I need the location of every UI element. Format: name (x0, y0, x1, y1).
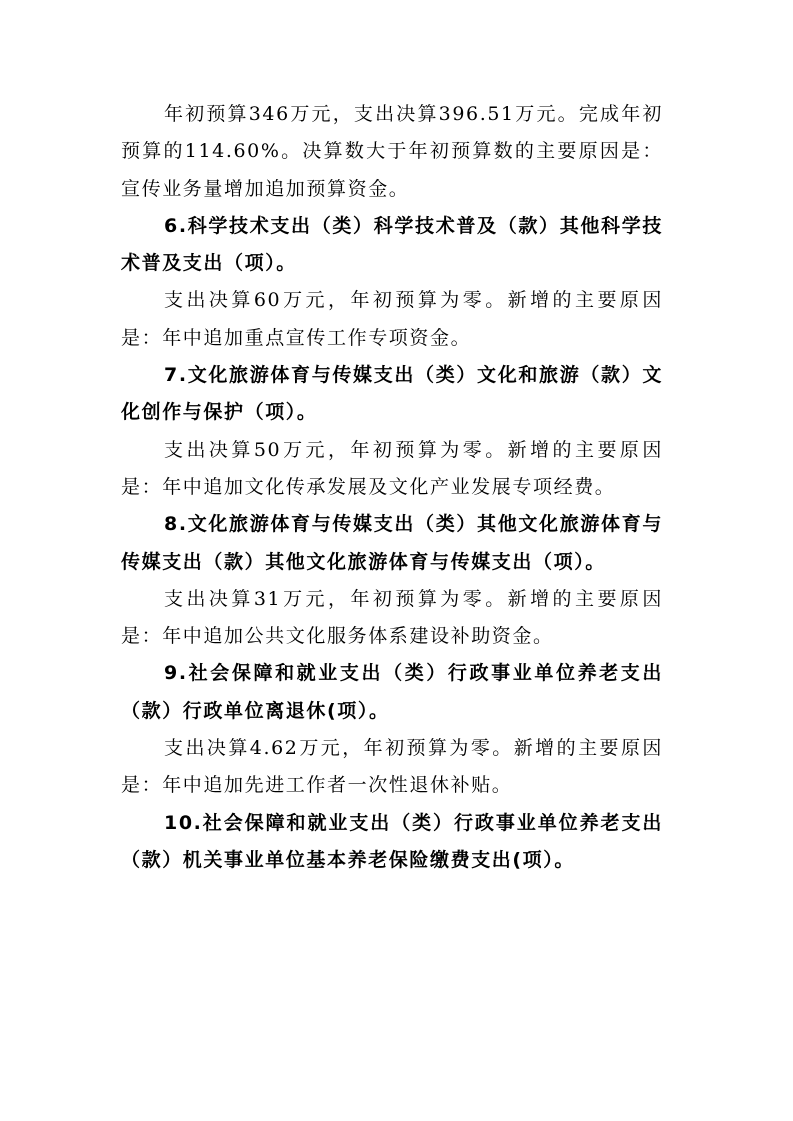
body-paragraph-budget-summary: 年初预算346万元，支出决算396.51万元。完成年初预算的114.60%。决算数大于年初预算数的主要原因是：宣传业务量增加追加预算资金。 (121, 103, 663, 200)
heading-item-9: 9.社会保障和就业支出（类）行政事业单位养老支出（款）行政单位离退休(项）。 (121, 662, 663, 722)
heading-item-10: 10.社会保障和就业支出（类）行政事业单位养老支出（款）机关事业单位基本养老保险缴费支出(项）。 (121, 811, 663, 871)
body-paragraph-item-7: 支出决算50万元，年初预算为零。新增的主要原因是：年中追加文化传承发展及文化产业发展专项经费。 (121, 438, 663, 498)
body-paragraph-item-8: 支出决算31万元，年初预算为零。新增的主要原因是：年中追加公共文化服务体系建设补助资金。 (121, 587, 663, 648)
heading-item-8: 8.文化旅游体育与传媒支出（类）其他文化旅游体育与传媒支出（款）其他文化旅游体育与传媒支出（项）。 (121, 513, 663, 573)
heading-item-7: 7.文化旅游体育与传媒支出（类）文化和旅游（款）文化创作与保护（项）。 (121, 364, 663, 424)
body-paragraph-item-6: 支出决算60万元，年初预算为零。新增的主要原因是：年中追加重点宣传工作专项资金。 (121, 289, 663, 349)
body-paragraph-item-9: 支出决算4.62万元，年初预算为零。新增的主要原因是：年中追加先进工作者一次性退休补贴。 (121, 737, 663, 797)
document-page (121, 96, 663, 879)
heading-item-6: 6.科学技术支出（类）科学技术普及（款）其他科学技术普及支出（项）。 (121, 214, 663, 275)
